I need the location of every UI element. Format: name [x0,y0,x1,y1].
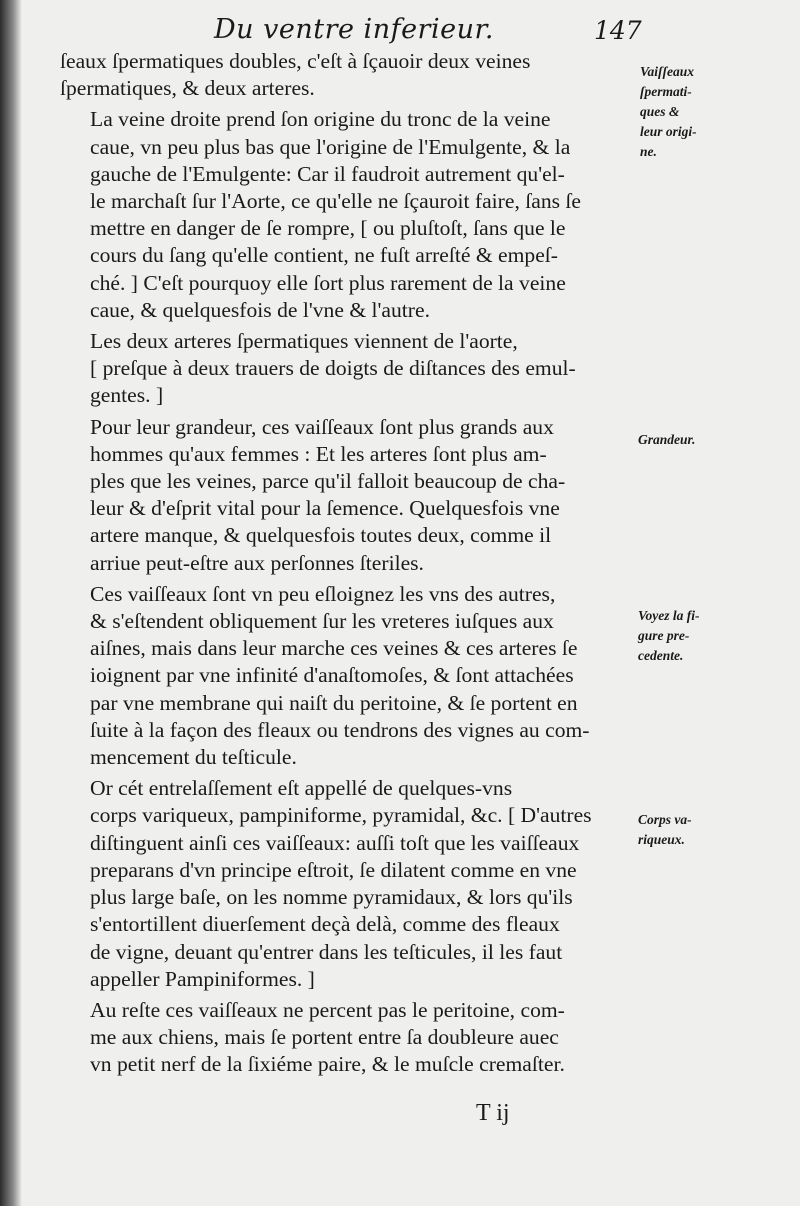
signature-mark: T ij [476,1100,510,1126]
margin-note-line: Vaiſſeaux [640,64,694,79]
text-line: mencement du teſticule. [90,745,297,770]
margin-note-line: ne. [640,144,657,159]
text-line: caue, & quelquesfois de l'vne & l'autre. [90,297,430,322]
text-line: [ preſque à deux trauers de doigts de diſtances des emul- [90,356,576,381]
text-line: me aux chiens, mais ſe portent entre ſa doubleure auec [90,1025,559,1050]
text-line: Ces vaiſſeaux ſont vn peu eſloignez les vns des autres, [90,581,556,606]
text-line: & s'eſtendent obliquement ſur les vreteres iuſques aux [90,609,554,634]
text-line: cours du ſang qu'elle contient, ne fuſt arreſté & empeſ- [90,243,558,268]
text-line: Les deux arteres ſpermatiques viennent de l'aorte, [90,329,518,354]
margin-note [638,430,798,450]
text-line: mettre en danger de ſe rompre, [ ou pluſtoſt, ſans que le [90,216,566,241]
paragraph [60,414,638,577]
margin-note [640,62,800,162]
text-line: arriue peut-eſtre aux perſonnes ſteriles. [90,550,424,575]
text-line: appeller Pampiniformes. ] [90,966,315,991]
text-line: ſpermatiques, & deux arteres. [60,76,315,101]
paragraph [60,997,638,1079]
margin-note-line: Grandeur. [638,432,696,447]
text-line: corps variqueux, pampiniforme, pyramidal, &c. [ D'autres [90,803,592,828]
text-line: Or cét entrelaſſement eſt appellé de quelques-vns [90,776,513,801]
running-title: Du ventre inferieur. [214,14,494,45]
text-line: leur & d'eſprit vital pour la ſemence. Quelquesfois vne [90,496,560,521]
text-line: plus large baſe, on les nomme pyramidaux, & lors qu'ils [90,885,573,910]
paragraph [60,106,638,324]
text-line: artere manque, & quelquesfois toutes deux, comme il [90,523,552,548]
text-line: de vigne, deuant qu'entrer dans les teſticules, il les faut [90,939,563,964]
text-line: ché. ] C'eſt pourquoy elle ſort plus rarement de la veine [90,270,566,295]
text-line: hommes qu'aux femmes : Et les arteres ſont plus am- [90,441,547,466]
margin-note-line: gure pre- [638,628,690,643]
margin-note-line: Corps va- [638,812,692,827]
text-line: aiſnes, mais dans leur marche ces veines & ces arteres ſe [90,636,578,661]
text-line: diſtinguent ainſi ces vaiſſeaux: auſſi toſt que les vaiſſeaux [90,830,580,855]
paragraph [60,775,638,993]
text-line: ioignent par vne infinité d'anaſtomoſes, & ſont attachées [90,663,574,688]
margin-note [638,606,798,666]
text-line: ſuite à la façon des fleaux ou tendrons des vignes au com- [90,717,590,742]
running-header [0,12,800,52]
page-gutter-shadow [0,0,22,1206]
text-line: Au reſte ces vaiſſeaux ne percent pas le peritoine, com- [90,997,565,1022]
margin-note-line: ſpermati- [640,84,692,99]
text-line: gentes. ] [90,383,164,408]
margin-note-line: cedente. [638,648,684,663]
margin-note-line: Voyez la fi- [638,608,700,623]
paragraph [60,328,638,410]
text-line: ſeaux ſpermatiques doubles, c'eſt à ſçauoir deux veines [60,49,531,73]
page-number: 147 [594,16,642,45]
text-line: La veine droite prend ſon origine du tronc de la veine [90,107,551,132]
margin-note-line: riqueux. [638,832,685,847]
text-line: ples que les veines, parce qu'il falloit beaucoup de cha- [90,469,566,494]
paragraph [60,48,638,102]
margin-note-line: leur origi- [640,124,697,139]
text-line: caue, vn peu plus bas que l'origine de l'Emulgente, & la [90,134,571,159]
text-line: preparans d'vn principe eſtroit, ſe dilatent comme en vne [90,857,577,882]
text-line: gauche de l'Emulgente: Car il faudroit autrement qu'el- [90,161,565,186]
text-line: Pour leur grandeur, ces vaiſſeaux ſont plus grands aux [90,414,554,439]
margin-note [638,810,798,850]
text-line: vn petit nerf de la ſixiéme paire, & le muſcle cremaſter. [90,1052,565,1077]
margin-note-line: ques & [640,104,680,119]
text-line: s'entortillent diuerſement deçà delà, comme des fleaux [90,912,560,937]
text-line: le marchaſt ſur l'Aorte, ce qu'elle ne ſçauroit faire, ſans ſe [90,189,582,214]
main-text [60,48,638,1083]
text-line: par vne membrane qui naiſt du peritoine, & ſe portent en [90,690,578,715]
paragraph [60,581,638,771]
